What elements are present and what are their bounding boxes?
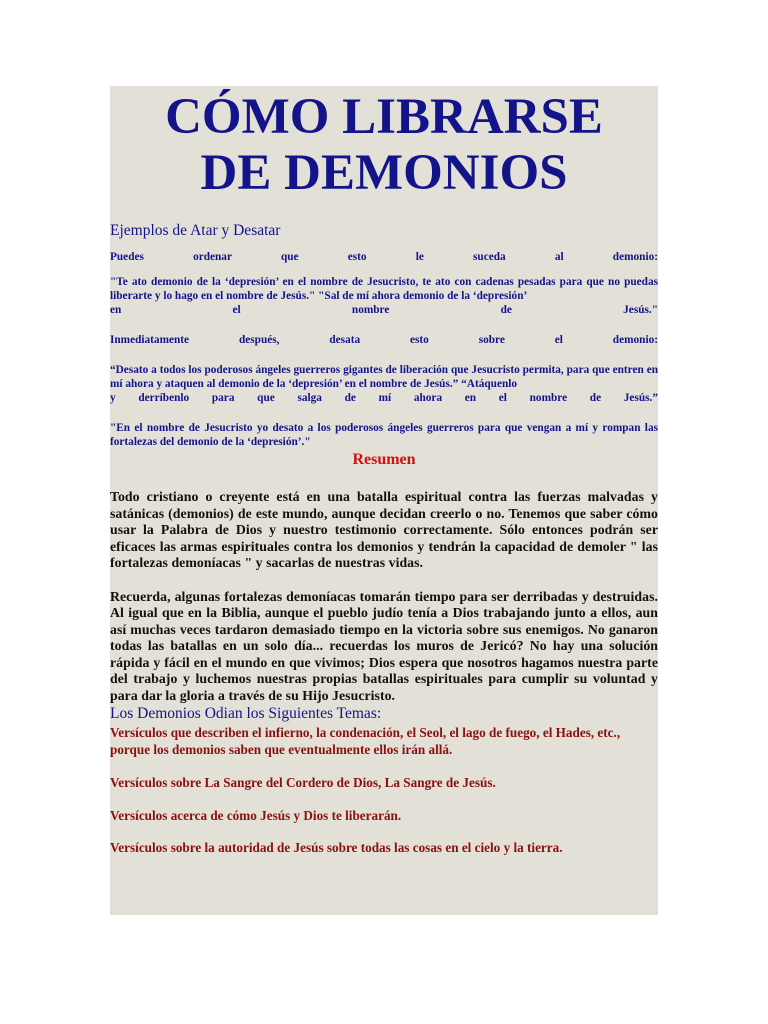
paragraph-order: Puedes ordenar que esto le suceda al demonio: [110,251,658,263]
title-line-1: CÓMO LIBRARSE [165,89,603,145]
title-line-2: DE DEMONIOS [200,145,568,201]
paragraph-loose-a: “Desato a todos los poderosos ángeles guerreros gigantes de liberación que Jesucristo permita, para que entren en mí ahora y ataquen al demonio de la ‘depresión’ en el nombre de Jesús.” “Atáquenlo [110,364,658,390]
page-title [110,86,658,201]
list-item: Versículos que describen el infierno, la condenación, el Seol, el lago de fuego, el Hades, etc., porque los demonios saben que eventualmente ellos irán allá. [110,725,621,757]
list-item: Versículos sobre la autoridad de Jesús sobre todas las cosas en el cielo y la tierra. [110,840,563,855]
paragraph-angels: "En el nombre de Jesucristo yo desato a los poderosos ángeles guerreros para que vengan a mí y rompan las fortalezas del demonio de la ‘depresión’." [110,422,658,448]
subheading: Ejemplos de Atar y Desatar [110,222,281,239]
section-title: Los Demonios Odian los Siguientes Temas: [110,705,382,722]
paragraph-bind-b: en el nombre de Jesús." [110,304,658,316]
list-item: Versículos acerca de cómo Jesús y Dios te liberarán. [110,807,402,823]
paragraph-loose-b: y derríbenlo para que salga de mí ahora en el nombre de Jesús.” [110,392,658,404]
document-page [110,86,658,915]
list-item: Versículos sobre La Sangre del Cordero de Dios, La Sangre de Jesús. [110,775,496,790]
body-paragraph-2: Recuerda, algunas fortalezas demoníacas tomarán tiempo para ser derribadas y destruidas. Al igual que en la Biblia, aunque el pueblo judío tenía a Dios trabajando junto a ellos, aun así muchas veces tardaron demasiado tiempo en la victoria sobre sus enemigos. No ganaron todas las batallas en un solo día... recuerdas los muros de Jericó? No hay una solución rápida y fácil en el mundo en que vivimos; Dios espera que nosotros hagamos nuestra parte del trabajo y luchemos nuestras propias batallas espirituales para cumplir su voluntad y para dar la gloria a través de su Hijo Jesucristo. [110,588,658,703]
paragraph-loose-intro: Inmediatamente después, desata esto sobre el demonio: [110,334,658,346]
paragraph-bind-a: "Te ato demonio de la ‘depresión’ en el nombre de Jesucristo, te ato con cadenas pesadas para que no puedas liberarte y lo hago en el nombre de Jesús." "Sal de mí ahora demonio de la ‘depresión’ [110,276,658,302]
resumen-heading: Resumen [352,451,416,468]
body-paragraph-1: Todo cristiano o creyente está en una batalla espiritual contra las fuerzas malvadas y satánicas (demonios) de este mundo, aunque decidan creerlo o no. Tenemos que saber cómo usar la Palabra de Dios y nuestro testimonio correctamente. Sólo entonces podrán ser eficaces las armas espirituales contra los demonios y tendrán la capacidad de demoler " las fortalezas demoníacas " y sacarlas de nuestras vidas. [110,489,658,570]
